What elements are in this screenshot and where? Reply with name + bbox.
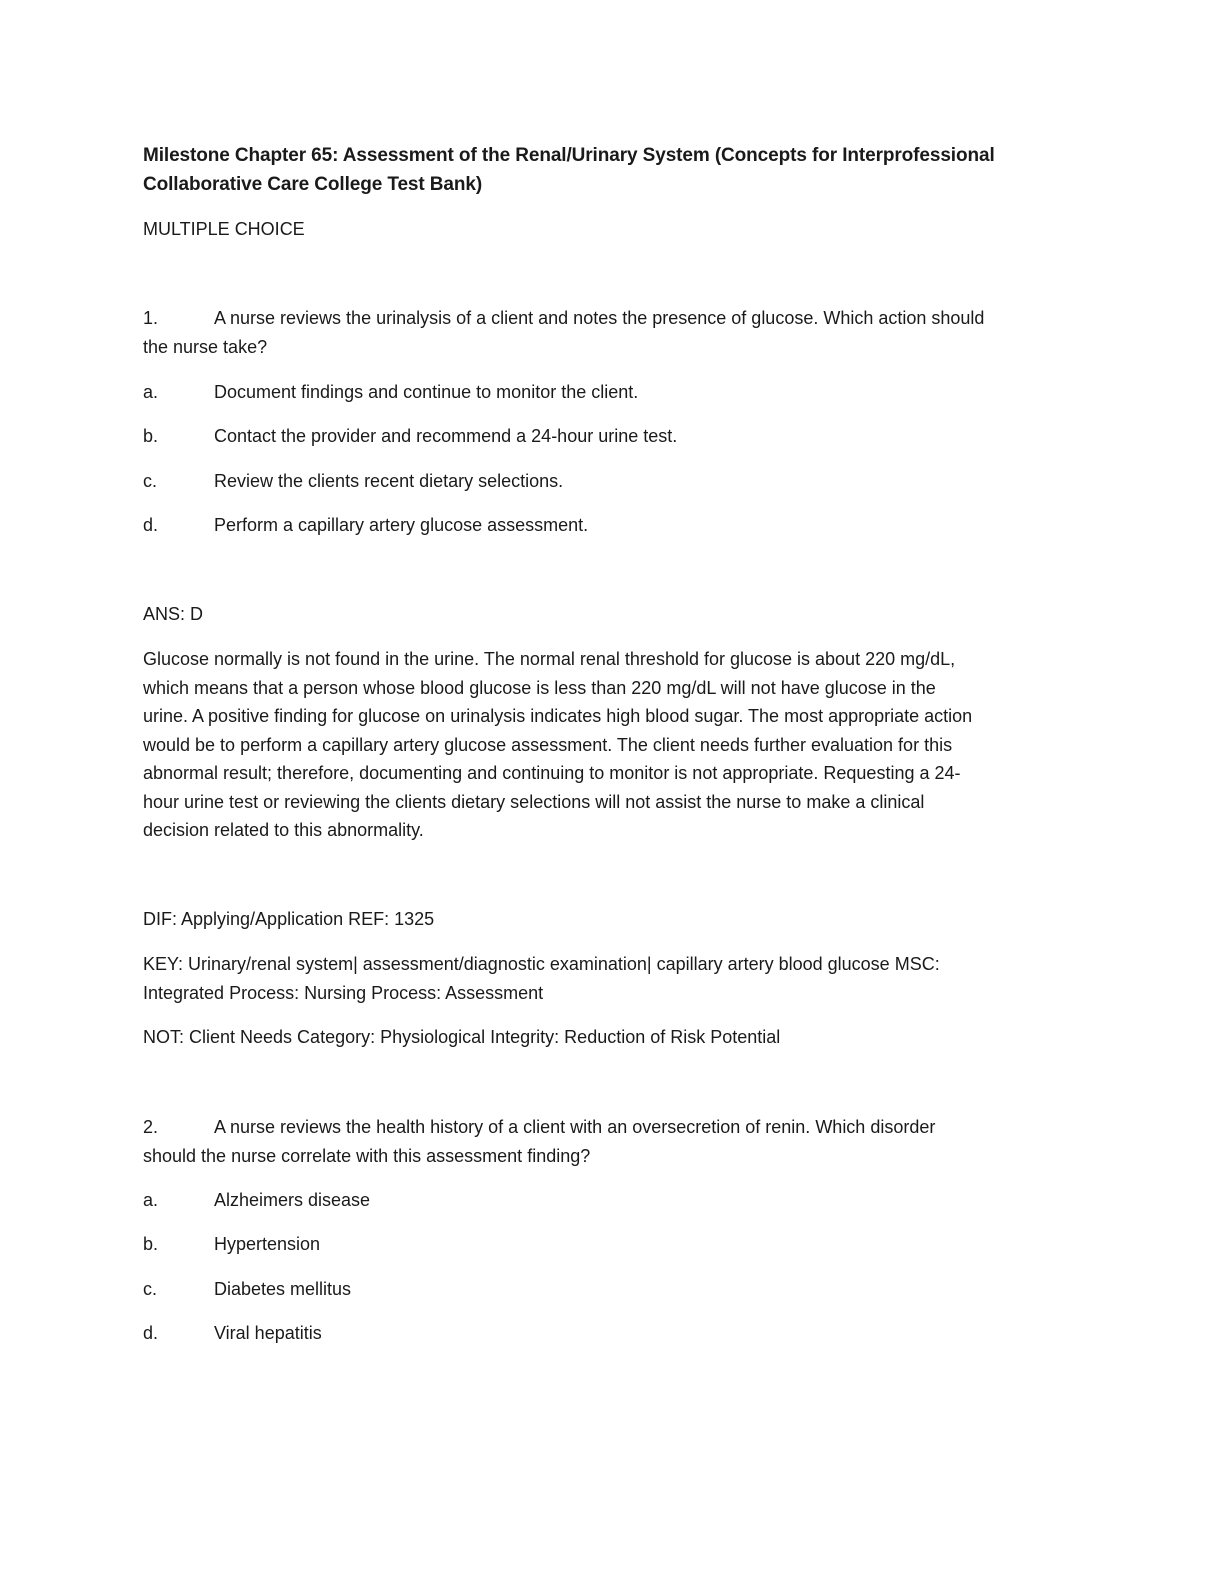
option-letter: a. bbox=[143, 382, 159, 402]
question-1-note: NOT: Client Needs Category: Physiological Integrity: Reduction of Risk Potential bbox=[143, 1027, 781, 1047]
option-text: Viral hepatitis bbox=[214, 1323, 322, 1343]
question-2-option-d bbox=[143, 1319, 322, 1347]
option-text: Review the clients recent dietary selections. bbox=[214, 471, 564, 491]
question-2-option-b bbox=[143, 1230, 320, 1258]
option-text: Alzheimers disease bbox=[214, 1190, 371, 1210]
option-text: Document findings and continue to monitor the client. bbox=[214, 382, 639, 402]
question-2-number: 2. bbox=[143, 1117, 159, 1137]
question-1-option-b bbox=[143, 422, 677, 450]
question-1-stem-line-1 bbox=[143, 304, 984, 333]
question-2-stem-text: A nurse reviews the health history of a client with an oversecretion of renin. Which disorder bbox=[214, 1117, 936, 1137]
question-1-rationale-line-6: hour urine test or reviewing the clients dietary selections will not assist the nurse to make a clinical bbox=[143, 791, 925, 812]
question-2-stem-line-2: should the nurse correlate with this assessment finding? bbox=[143, 1145, 591, 1166]
option-letter: c. bbox=[143, 471, 158, 491]
question-1-rationale-line-1: Glucose normally is not found in the urine. The normal renal threshold for glucose is about 220 mg/dL, bbox=[143, 649, 956, 669]
option-letter: c. bbox=[143, 1279, 158, 1299]
question-1-key-line-2: Integrated Process: Nursing Process: Assessment bbox=[143, 982, 544, 1003]
section-heading: MULTIPLE CHOICE bbox=[143, 219, 305, 239]
option-text: Perform a capillary artery glucose assessment. bbox=[214, 515, 589, 535]
question-1-difficulty: DIF: Applying/Application REF: 1325 bbox=[143, 909, 435, 929]
question-1-option-a bbox=[143, 378, 638, 406]
option-letter: b. bbox=[143, 426, 159, 446]
question-1-answer: ANS: D bbox=[143, 604, 204, 624]
question-1-stem-text: A nurse reviews the urinalysis of a client and notes the presence of glucose. Which action should bbox=[214, 308, 985, 328]
question-2-option-a bbox=[143, 1186, 370, 1214]
option-text: Contact the provider and recommend a 24-hour urine test. bbox=[214, 426, 678, 446]
question-1-rationale-line-5: abnormal result; therefore, documenting and continuing to monitor is not appropriate. Requesting a 24- bbox=[143, 763, 961, 783]
option-letter: d. bbox=[143, 1323, 159, 1343]
option-text: Hypertension bbox=[214, 1234, 321, 1254]
question-1-rationale-line-7: decision related to this abnormality. bbox=[143, 820, 424, 840]
question-1-rationale-line-2: which means that a person whose blood glucose is less than 220 mg/dL will not have glucose in the bbox=[143, 677, 936, 698]
option-letter: d. bbox=[143, 515, 159, 535]
question-1-key-line-1: KEY: Urinary/renal system| assessment/diagnostic examination| capillary artery blood glucose MSC: bbox=[143, 954, 940, 974]
option-letter: b. bbox=[143, 1234, 159, 1254]
option-letter: a. bbox=[143, 1190, 159, 1210]
question-1-stem-line-2: the nurse take? bbox=[143, 337, 268, 357]
question-1-option-c bbox=[143, 467, 563, 495]
question-1-rationale-line-3: urine. A positive finding for glucose on urinalysis indicates high blood sugar. The most appropriate action bbox=[143, 706, 973, 726]
question-1-rationale-line-4: would be to perform a capillary artery glucose assessment. The client needs further evaluation for this bbox=[143, 734, 953, 755]
document-title-line-1: Milestone Chapter 65: Assessment of the Renal/Urinary System (Concepts for Interprofessional bbox=[143, 145, 995, 166]
document-title-line-2: Collaborative Care College Test Bank) bbox=[143, 174, 483, 195]
option-text: Diabetes mellitus bbox=[214, 1279, 352, 1299]
question-2-stem-line-1 bbox=[143, 1113, 935, 1142]
question-1-option-d bbox=[143, 511, 588, 539]
question-1-number: 1. bbox=[143, 308, 159, 328]
question-2-option-c bbox=[143, 1275, 351, 1303]
